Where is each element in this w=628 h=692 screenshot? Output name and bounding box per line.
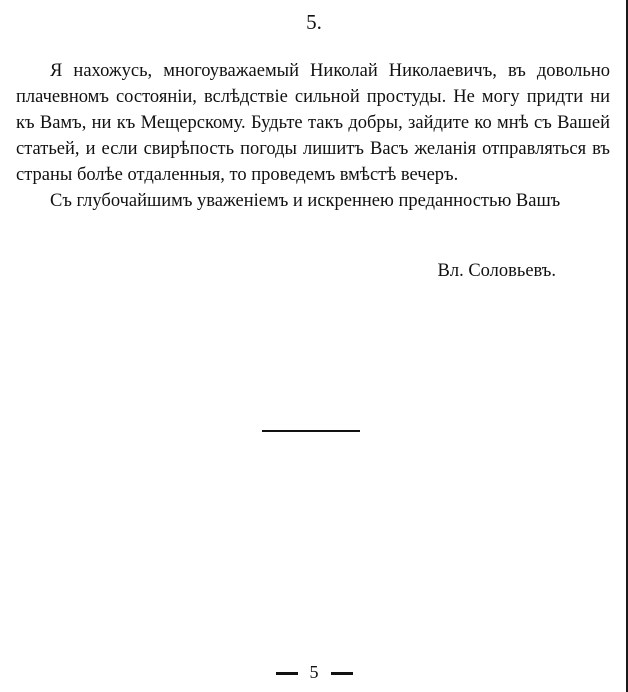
footer-page-number: 5 (309, 662, 319, 682)
letter-number: 5. (306, 10, 322, 34)
letter-paragraph: Я нахожусь, многоуважаемый Николай Николаевичъ, въ довольно плачевномъ состоянiи, вслѣдствiе сильной простуды. Не могу придти ни къ Вамъ, ни къ Мещерскому. Будьте такъ добры, зайдите ко мнѣ съ Вашей статьей, и если свирѣпость погоды лишитъ Васъ желанiя отправляться въ страны болѣе отдаленныя, то проведемъ вмѣстѣ вечеръ. (16, 61, 610, 185)
closing-paragraph: Съ глубочайшимъ уваженiемъ и искреннею преданностью Вашъ (50, 191, 561, 211)
letter-body (16, 58, 610, 214)
signature: Вл. Соловьевъ. (437, 261, 556, 281)
footer-dash-left (276, 672, 298, 675)
page-footer (0, 662, 628, 683)
footer-dash-right (331, 672, 353, 675)
section-divider (262, 430, 360, 432)
